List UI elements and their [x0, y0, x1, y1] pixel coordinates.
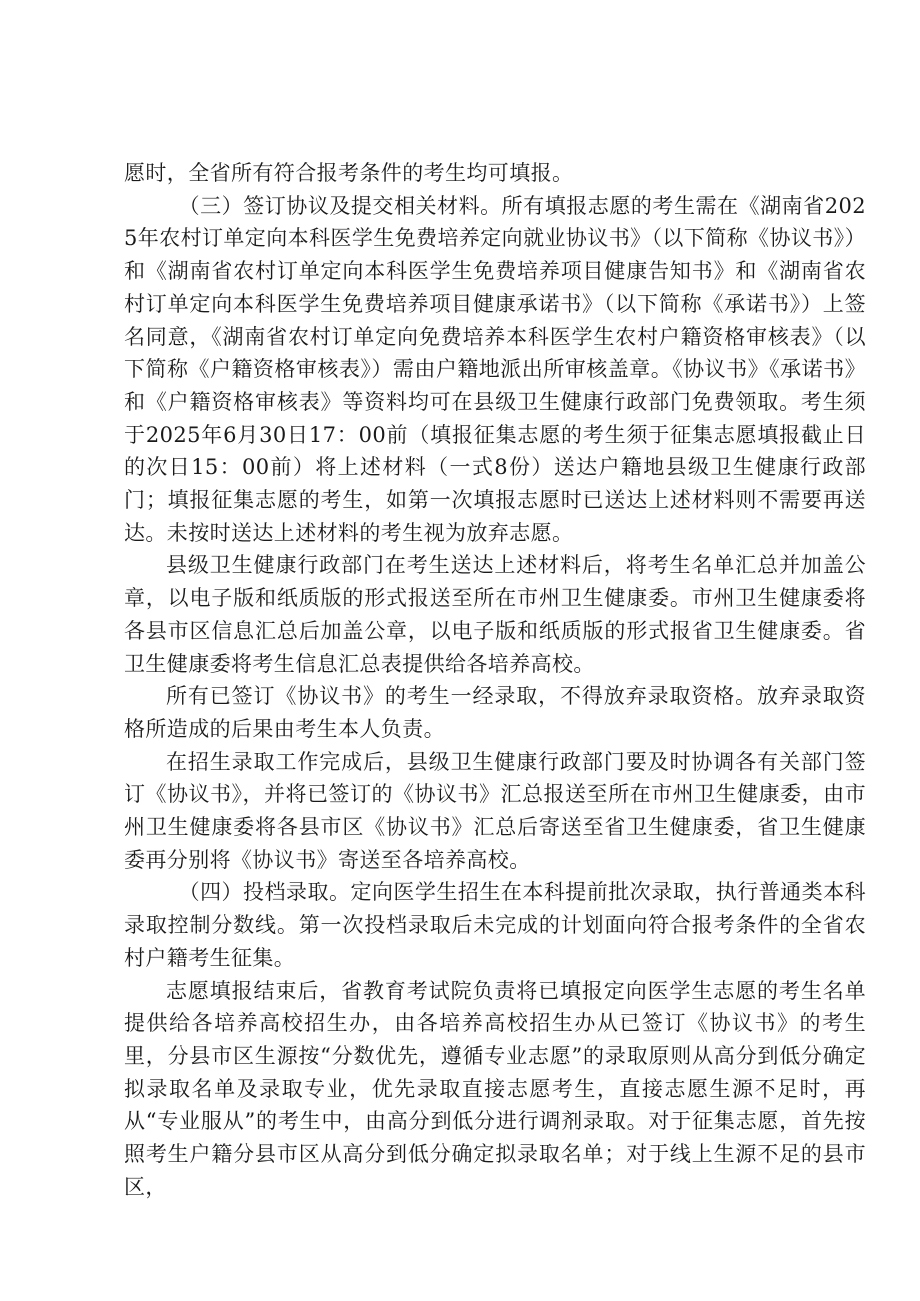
- paragraph-continuation: 愿时，全省所有符合报考条件的考生均可填报。: [124, 161, 574, 185]
- paragraph-section-4: （四）投档录取。定向医学生招生在本科提前批次录取，执行普通类本科录取控制分数线。第一次投档录取后未完成的计划面向符合报考条件的全省农村户籍考生征集。: [124, 880, 866, 970]
- paragraph-admission-binding: 所有已签订《协议书》的考生一经录取，不得放弃录取资格。放弃录取资格所造成的后果由考生本人负责。: [124, 684, 866, 741]
- paragraph-section-3: （三）签订协议及提交相关材料。所有填报志愿的考生需在《湖南省2025年农村订单定向本科医学生免费培养定向就业协议书》（以下简称《协议书》）和《湖南省农村订单定向本科医学生免费培养项目健康告知书》和《湖南省农村订单定向本科医学生免费培养项目健康承诺书》（以下简称《承诺书》）上签名同意，《湖南省农村订单定向免费培养本科医学生农村户籍资格审核表》（以下简称《户籍资格审核表》）需由户籍地派出所审核盖章。《协议书》《承诺书》和《户籍资格审核表》等资料均可在县级卫生健康行政部门免费领取。考生须于2025年6月30日17：00前（填报征集志愿的考生须于征集志愿填报截止日的次日15：00前）将上述材料（一式8份）送达户籍地县级卫生健康行政部门；填报征集志愿的考生，如第一次填报志愿时已送达上述材料则不需要再送达。未按时送达上述材料的考生视为放弃志愿。: [124, 193, 866, 545]
- paragraph-county-health: 县级卫生健康行政部门在考生送达上述材料后，将考生名单汇总并加盖公章，以电子版和纸质版的形式报送至所在市州卫生健康委。市州卫生健康委将各县市区信息汇总后加盖公章，以电子版和纸质版的形式报省卫生健康委。省卫生健康委将考生信息汇总表提供给各培养高校。: [124, 553, 866, 676]
- paragraph-agreement-coordination: 在招生录取工作完成后，县级卫生健康行政部门要及时协调各有关部门签订《协议书》，并将已签订的《协议书》汇总报送至所在市州卫生健康委，由市州卫生健康委将各县市区《协议书》汇总后寄送至省卫生健康委，省卫生健康委再分别将《协议书》寄送至各培养高校。: [124, 749, 866, 872]
- paragraph-admission-process: 志愿填报结束后，省教育考试院负责将已填报定向医学生志愿的考生名单提供给各培养高校招生办，由各培养高校招生办从已签订《协议书》的考生里，分县市区生源按“分数优先，遵循专业志愿”的录取原则从高分到低分确定拟录取名单及录取专业，优先录取直接志愿考生，直接志愿生源不足时，再从“专业服从”的考生中，由高分到低分进行调剂录取。对于征集志愿，首先按照考生户籍分县市区从高分到低分确定拟录取名单；对于线上生源不足的县市区，: [124, 978, 866, 1199]
- document-body: [124, 157, 866, 1204]
